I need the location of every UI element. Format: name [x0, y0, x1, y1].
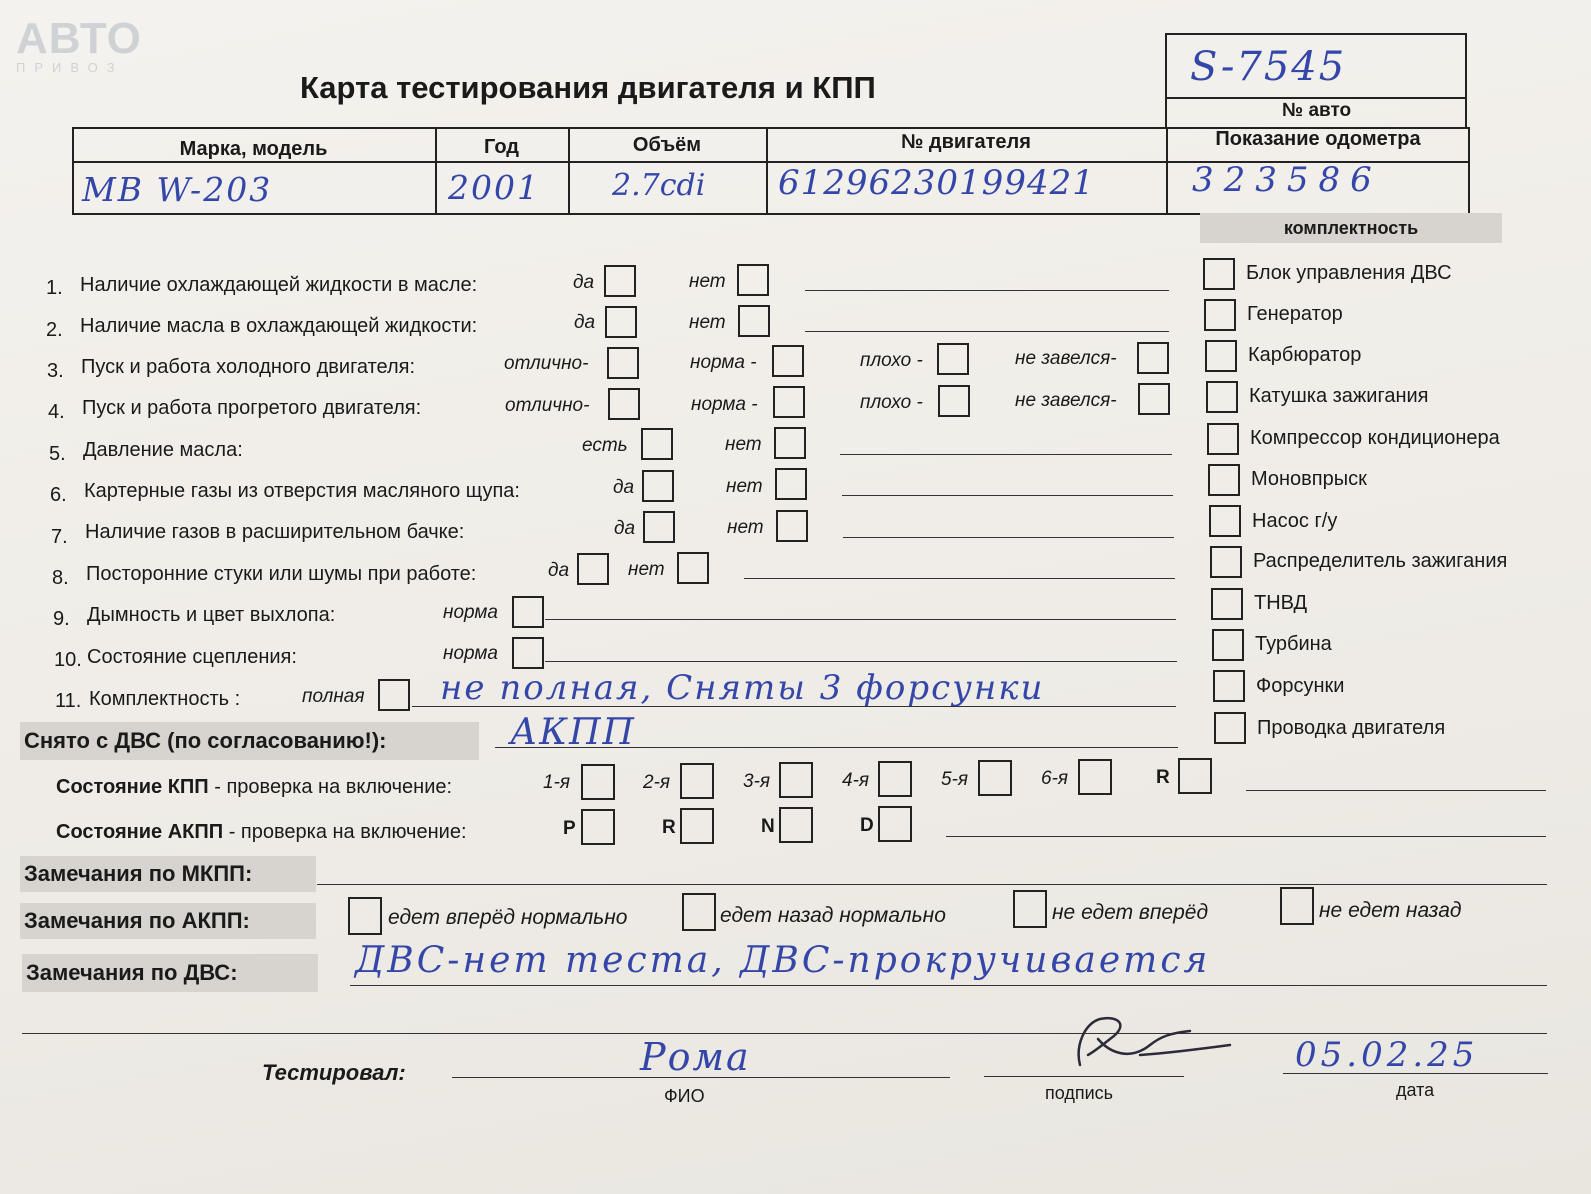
akpp-label-bold: Состояние АКПП	[56, 821, 224, 843]
akpp-label	[56, 821, 467, 844]
option-label: да	[613, 477, 635, 498]
checkbox[interactable]	[1212, 629, 1244, 661]
year-label: Год	[484, 136, 519, 158]
checkbox[interactable]	[1207, 423, 1239, 455]
row-label: Наличие масла в охлаждающей жидкости:	[80, 315, 478, 337]
checkbox[interactable]	[581, 764, 615, 800]
checkbox[interactable]	[378, 679, 410, 711]
checkbox[interactable]	[1205, 340, 1237, 372]
checkbox[interactable]	[776, 510, 808, 542]
signature-line	[984, 1076, 1184, 1077]
remarks-akpp-label: Замечания по АКПП:	[20, 903, 316, 939]
checkbox[interactable]	[774, 427, 806, 459]
checkbox[interactable]	[1214, 712, 1246, 744]
removed-line	[495, 747, 1178, 748]
checkbox[interactable]	[1138, 383, 1170, 415]
removed-value: АКПП	[510, 712, 636, 753]
checkbox[interactable]	[938, 385, 970, 417]
option-label: нет	[689, 312, 726, 333]
akpp-option: едет вперёд нормально	[388, 906, 628, 929]
comment-line	[412, 706, 1176, 707]
signature-image	[1040, 1005, 1240, 1085]
kpp-label	[56, 776, 452, 799]
akpp-option: не едет назад	[1319, 899, 1462, 922]
row-number: 2.	[46, 319, 63, 341]
checkbox[interactable]	[779, 807, 813, 843]
option-label: норма -	[691, 394, 758, 415]
option-label: нет	[689, 271, 726, 292]
completeness-item: Катушка зажигания	[1249, 385, 1429, 407]
gear-label: 6-я	[1041, 768, 1069, 789]
test-date: 05.02.25	[1295, 1035, 1479, 1075]
tested-by-label: Тестировал:	[262, 1060, 406, 1085]
comment-line	[843, 537, 1174, 538]
checkbox[interactable]	[1137, 342, 1169, 374]
checkbox[interactable]	[680, 763, 714, 799]
checkbox[interactable]	[1210, 546, 1242, 578]
completeness-item: Распределитель зажигания	[1253, 550, 1508, 572]
completeness-item: Моновпрыск	[1251, 468, 1367, 490]
completeness-item: Проводка двигателя	[1257, 717, 1446, 739]
name-caption: ФИО	[664, 1086, 705, 1106]
completeness-item: Насос г/у	[1252, 510, 1338, 532]
row-number: 8.	[52, 567, 69, 589]
checkbox[interactable]	[1208, 464, 1240, 496]
comment-line	[545, 661, 1177, 662]
checkbox[interactable]	[937, 343, 969, 375]
checkbox[interactable]	[1213, 670, 1245, 702]
logo-subtext: ПРИВОЗ	[16, 60, 124, 75]
car-number-box-sides	[1165, 97, 1467, 127]
row-number: 4.	[48, 401, 65, 423]
completeness-item: ТНВД	[1254, 592, 1308, 614]
option-label: да	[574, 312, 596, 333]
row-label: Картерные газы из отверстия масляного щупа:	[84, 480, 520, 502]
option-label: норма	[443, 643, 498, 664]
checkbox[interactable]	[604, 265, 636, 297]
comment-line	[545, 619, 1176, 620]
checkbox[interactable]	[641, 428, 673, 460]
logo-text: АВТО	[16, 14, 142, 63]
checkbox[interactable]	[1203, 258, 1235, 290]
checkbox[interactable]	[775, 468, 807, 500]
row-label: Состояние сцепления:	[87, 646, 297, 668]
comment-line	[744, 578, 1175, 579]
gear-label: D	[860, 815, 874, 836]
engine-label: № двигателя	[901, 131, 1031, 153]
logo-watermark	[16, 14, 142, 75]
date-caption: дата	[1396, 1080, 1435, 1100]
page-title: Карта тестирования двигателя и КПП	[300, 70, 876, 105]
row-label: Пуск и работа холодного двигателя:	[81, 356, 416, 378]
option-label: нет	[725, 434, 762, 455]
volume-value: 2.7cdi	[612, 168, 706, 203]
gear-label: 4-я	[842, 770, 870, 791]
checkbox[interactable]	[1178, 758, 1212, 794]
row-number: 6.	[50, 484, 67, 506]
checkbox[interactable]	[1280, 887, 1314, 925]
option-label: нет	[726, 476, 763, 497]
row-label: Посторонние стуки или шумы при работе:	[86, 563, 477, 585]
completeness-item: Форсунки	[1256, 675, 1345, 697]
completeness-item: Генератор	[1247, 303, 1343, 325]
checkbox[interactable]	[1206, 381, 1238, 413]
checkbox[interactable]	[878, 806, 912, 842]
option-label: да	[614, 518, 636, 539]
checkbox[interactable]	[348, 897, 382, 935]
row-label: Пуск и работа прогретого двигателя:	[82, 397, 422, 419]
completeness-note: не полная, Сняты 3 форсунки	[440, 668, 1045, 708]
gear-label: 2-я	[643, 772, 671, 793]
akpp-comment-line	[946, 836, 1546, 837]
option-label: плохо -	[860, 392, 923, 413]
gear-label: R	[1156, 767, 1170, 788]
gear-label: N	[761, 816, 775, 837]
checkbox[interactable]	[1013, 890, 1047, 928]
akpp-option: едет назад нормально	[720, 904, 946, 927]
row-number: 9.	[53, 608, 70, 630]
row-number: 10.	[54, 649, 82, 671]
checkbox[interactable]	[512, 596, 544, 628]
row-label: Наличие газов в расширительном бачке:	[85, 521, 465, 543]
row-number: 11.	[55, 690, 82, 712]
remarks-mkpp-line	[317, 884, 1547, 885]
name-line	[452, 1077, 950, 1078]
option-label: не завелся-	[1015, 348, 1117, 369]
checkbox[interactable]	[978, 760, 1012, 796]
odometer-value: 323586	[1192, 160, 1382, 200]
date-line	[1283, 1073, 1548, 1074]
make-value: МВ W-203	[82, 170, 273, 209]
option-label: есть	[582, 435, 628, 456]
engine-value: 61296230199421	[778, 163, 1095, 203]
completeness-item: Компрессор кондиционера	[1250, 427, 1500, 449]
checkbox[interactable]	[1209, 505, 1241, 537]
option-label: нет	[727, 517, 764, 538]
checkbox[interactable]	[643, 511, 675, 543]
kpp-label-bold: Состояние КПП	[56, 776, 209, 798]
row-label: Наличие охлаждающей жидкости в масле:	[80, 274, 478, 296]
option-label: да	[573, 272, 595, 293]
gear-label: 5-я	[941, 769, 969, 790]
option-label: нет	[628, 559, 665, 580]
checkbox[interactable]	[607, 347, 639, 379]
removed-label: Снято с ДВС (по согласованию!):	[20, 722, 479, 760]
make-label: Марка, модель	[179, 138, 328, 160]
akpp-label-rest: - проверка на включение:	[223, 821, 467, 843]
checkbox[interactable]	[680, 808, 714, 844]
comment-line	[842, 495, 1173, 496]
option-label: не завелся-	[1015, 390, 1117, 411]
car-number-value: S-7545	[1190, 44, 1347, 90]
remarks-dvs-value: ДВС-нет теста, ДВС-прокручивается	[355, 940, 1211, 981]
comment-line	[805, 290, 1169, 291]
checkbox[interactable]	[1204, 299, 1236, 331]
option-label: норма	[443, 602, 498, 623]
kpp-comment-line	[1246, 790, 1546, 791]
row-label: Давление масла:	[83, 439, 243, 461]
checkbox[interactable]	[512, 637, 544, 669]
comment-line	[840, 454, 1172, 455]
remarks-mkpp-label: Замечания по МКПП:	[20, 856, 316, 892]
checkbox[interactable]	[779, 762, 813, 798]
remarks-dvs-label: Замечания по ДВС:	[22, 954, 318, 992]
row-number: 1.	[46, 277, 63, 299]
completeness-item: Турбина	[1255, 633, 1332, 655]
option-label: отлично-	[505, 395, 590, 416]
gear-label: R	[662, 817, 676, 838]
odometer-label: Показание одометра	[1215, 128, 1421, 150]
year-value: 2001	[448, 168, 540, 207]
checkbox[interactable]	[738, 305, 770, 337]
completeness-item: Карбюратор	[1248, 344, 1362, 366]
comment-line	[805, 331, 1169, 332]
checkbox[interactable]	[608, 388, 640, 420]
akpp-option: не едет вперёд	[1052, 901, 1209, 924]
option-label: норма -	[690, 352, 757, 373]
volume-label: Объём	[632, 134, 702, 156]
checkbox[interactable]	[677, 552, 709, 584]
gear-label: 1-я	[543, 772, 571, 793]
gear-label: P	[563, 818, 576, 839]
signature-caption: подпись	[1045, 1083, 1114, 1103]
checkbox[interactable]	[737, 264, 769, 296]
kpp-label-rest: - проверка на включение:	[208, 776, 453, 798]
checkbox[interactable]	[642, 470, 674, 502]
option-label: да	[548, 560, 570, 581]
checkbox[interactable]	[1211, 588, 1243, 620]
tester-name: Рома	[640, 1035, 751, 1079]
gear-label: 3-я	[743, 771, 771, 792]
checkbox[interactable]	[1078, 759, 1112, 795]
row-label: Комплектность :	[89, 688, 241, 710]
row-number: 3.	[47, 360, 64, 382]
checkbox[interactable]	[605, 306, 637, 338]
row-number: 7.	[51, 526, 68, 548]
option-label: отлично-	[504, 353, 589, 374]
row-label: Дымность и цвет выхлопа:	[87, 604, 336, 626]
extra-line	[22, 1033, 1547, 1034]
remarks-dvs-line	[350, 985, 1547, 986]
checkbox[interactable]	[878, 761, 912, 797]
completeness-item: Блок управления ДВС	[1246, 262, 1452, 284]
car-number-label: № авто	[1282, 100, 1352, 121]
option-label: плохо -	[860, 350, 923, 371]
checkbox[interactable]	[577, 553, 609, 585]
checkbox[interactable]	[773, 386, 805, 418]
checkbox[interactable]	[581, 809, 615, 845]
completeness-title: комплектность	[1200, 213, 1502, 243]
checkbox[interactable]	[772, 345, 804, 377]
checkbox[interactable]	[682, 893, 716, 931]
row-number: 5.	[49, 443, 66, 465]
option-label: полная	[302, 686, 365, 707]
